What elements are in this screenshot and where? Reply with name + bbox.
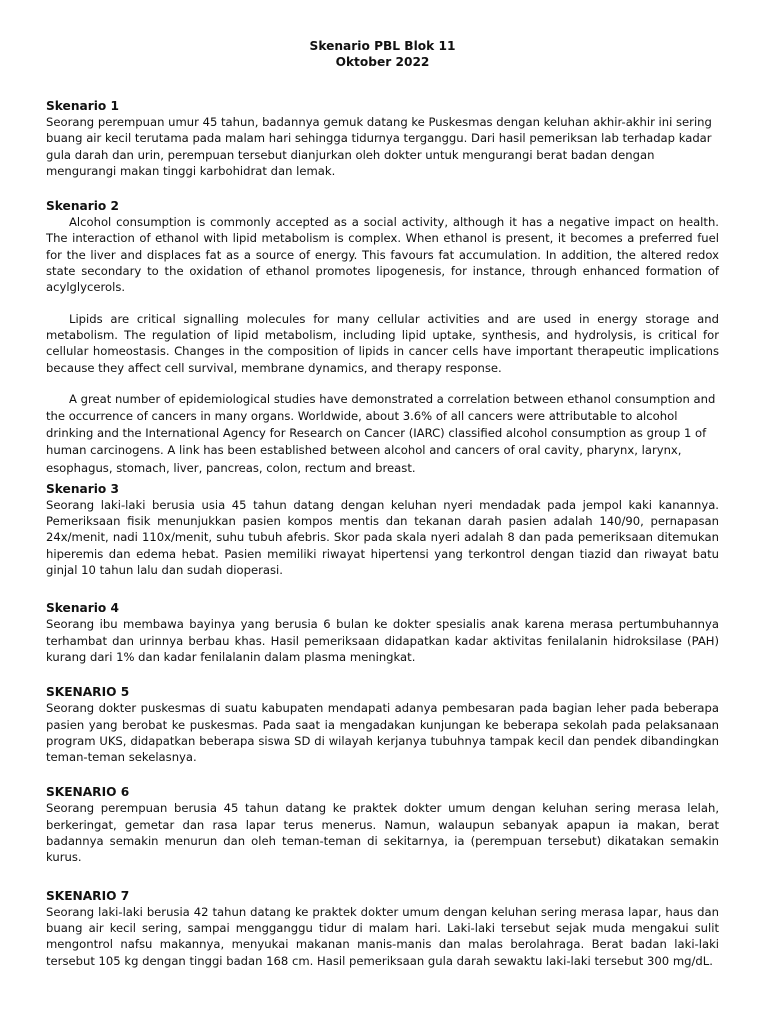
scenario-5-heading: SKENARIO 5	[46, 685, 130, 700]
document-page	[46, 38, 719, 969]
scenario-2-heading: Skenario 2	[46, 199, 120, 214]
scenario-3-paragraph: Seorang laki-laki berusia usia 45 tahun datang dengan keluhan nyeri mendadak pada jempol kaki kanannya. Pemeriksaan fisik menunjukkan pasien kompos mentis dan tekanan darah pasien adalah 140/90, pernapasan 24x/menit, nadi 110x/menit, suhu tubuh afebris. Skor pada skala nyeri adalah 8 dan pada pemeriksaan ditemukan hiperemis dan edema hebat. Pasien memiliki riwayat hipertensi yang terkontrol dengan tiazid dan riwayat batu ginjal 10 tahun lalu dan sudah dioperasi.	[46, 497, 719, 578]
scenario-4	[46, 600, 719, 665]
scenario-5	[46, 684, 719, 765]
scenario-7-paragraph: Seorang laki-laki berusia 42 tahun datang ke praktek dokter umum dengan keluhan sering merasa lapar, haus dan buang air kecil sering, sampai mengganggu tidur di malam hari. Laki-laki tersebut sejak muda mengakui sulit mengontrol nafsu makannya, menyukai makanan manis-manis dan malas berolahraga. Berat badan laki-laki tersebut 105 kg dengan tinggi badan 168 cm. Hasil pemeriksaan gula darah sewaktu laki-laki tersebut 300 mg/dL.	[46, 904, 719, 968]
scenario-6-heading: SKENARIO 6	[46, 785, 130, 800]
scenario-6	[46, 784, 719, 865]
scenario-2-paragraph-1: Alcohol consumption is commonly accepted as a social activity, although it has a negative impact on health. The interaction of ethanol with lipid metabolism is complex. When ethanol is present, it becomes a preferred fuel for the liver and displaces fat as a source of energy. This favours fat accumulation. In addition, the altered redox state secondary to the oxidation of ethanol promotes lipogenesis, for instance, through enhanced formation of acylglycerols.	[46, 215, 719, 295]
document-title: Skenario PBL Blok 11	[309, 39, 456, 53]
scenario-3-heading: Skenario 3	[46, 481, 120, 496]
scenario-6-paragraph: Seorang perempuan berusia 45 tahun datang ke praktek dokter umum dengan keluhan sering merasa lelah, berkeringat, gemetar dan rasa lapar terus menerus. Namun, walaupun sebanyak apapun ia makan, berat badannya semakin menurun dan oleh teman-teman di sekitarnya, ia (perempuan tersebut) dikatakan semakin kurus.	[46, 801, 719, 865]
scenario-7-heading: SKENARIO 7	[46, 888, 130, 903]
scenario-4-heading: Skenario 4	[46, 601, 120, 616]
scenario-2	[46, 198, 719, 477]
scenario-4-paragraph: Seorang ibu membawa bayinya yang berusia 6 bulan ke dokter spesialis anak karena merasa pertumbuhannya terhambat dan urinnya berbau khas. Hasil pemeriksaan didapatkan kadar aktivitas fenilalanin hidroksilase (PAH) kurang dari 1% dan kadar fenilalanin dalam plasma meningkat.	[46, 617, 719, 664]
scenario-7	[46, 888, 719, 969]
document-date: Oktober 2022	[335, 55, 430, 69]
scenario-2-paragraph-2: Lipids are critical signalling molecules for many cellular activities and are used in energy storage and metabolism. The regulation of lipid metabolism, including lipid uptake, synthesis, and hydrolysis, is critical for cellular homeostasis. Changes in the composition of lipids in cancer cells have important therapeutic implications because they affect cell survival, membrane dynamics, and therapy response.	[46, 311, 719, 375]
scenario-1-paragraph: Seorang perempuan umur 45 tahun, badannya gemuk datang ke Puskesmas dengan keluhan akhir-akhir ini sering buang air kecil terutama pada malam hari sehingga tidurnya terganggu. Dari hasil pemeriksan lab terhadap kadar gula darah dan urin, perempuan tersebut dianjurkan oleh dokter untuk mengurangi berat badan dengan mengurangi makan tinggi karbohidrat dan lemak.	[46, 115, 712, 178]
scenario-1-heading: Skenario 1	[46, 99, 120, 113]
scenario-1	[46, 98, 719, 179]
scenario-5-paragraph: Seorang dokter puskesmas di suatu kabupaten mendapati adanya pembesaran pada bagian leher pada beberapa pasien yang berobat ke puskesmas. Pada saat ia mengadakan kunjungan ke beberapa sekolah pada pelaksanaan program UKS, didapatkan beberapa siswa SD di wilayah kerjanya tubuhnya tampak kecil dan pendek dibandingkan teman-teman sekelasnya.	[46, 701, 719, 765]
scenario-2-paragraph-3: A great number of epidemiological studies have demonstrated a correlation between ethanol consumption and the occurrence of cancers in many organs. Worldwide, about 3.6% of all cancers were attributable to alcohol drinking and the International Agency for Research on Cancer (IARC) classified alcohol consumption as group 1 of human carcinogens. A link has been established between alcohol and cancers of oral cavity, pharynx, larynx, esophagus, stomach, liver, pancreas, colon, rectum and breast.	[46, 391, 716, 475]
scenario-3	[46, 481, 719, 578]
